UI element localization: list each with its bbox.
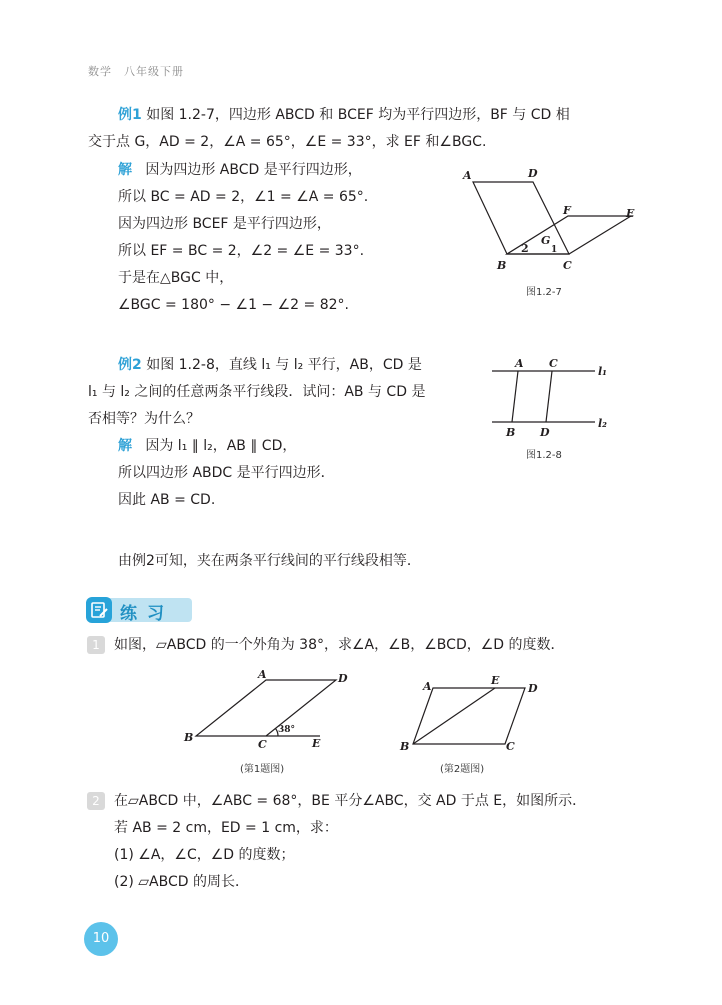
example1-statement-line1: [118, 106, 570, 124]
fig128-label-c: C: [549, 357, 558, 370]
fig128-label-l2: l₂: [598, 417, 607, 430]
fig127-label-e: E: [626, 207, 635, 220]
fig127-label-c: C: [563, 259, 572, 272]
fig128-label-d: D: [540, 426, 550, 439]
question-2-number: 2: [87, 792, 105, 810]
question-1-text: 如图，▱ABCD 的一个外角为 38°，求∠A，∠B，∠BCD，∠D 的度数．: [114, 637, 565, 653]
q2-parallelogram-abcd: [413, 688, 525, 744]
example2-text-line3: 否相等？为什么？: [88, 411, 200, 427]
example1-solution-line1: [118, 161, 362, 179]
segment-cd: [546, 371, 552, 422]
example1-solution-label: 解: [118, 162, 132, 178]
fig127-label-d: D: [528, 167, 538, 180]
figure-1-2-8: [490, 352, 615, 442]
fig127-label-b: B: [497, 259, 507, 272]
figure-1-2-7: [455, 162, 645, 287]
example1-text-line2: 交于点 G，AD = 2，∠A = 65°，∠E = 33°，求 EF 和∠BGC.: [88, 134, 487, 150]
q2-label-d: D: [528, 682, 538, 695]
example1-text-line1: 如图 1.2-7，四边形 ABCD 和 BCEF 均为平行四边形，BF 与 CD 相: [146, 107, 570, 123]
example2-solution-line1: [118, 437, 296, 455]
example2-step-1: 因为 l₁ ∥ l₂，AB ∥ CD，: [145, 438, 297, 454]
question-2-caption: (第2题图): [440, 764, 485, 775]
fig128-label-l1: l₁: [598, 365, 607, 378]
example1-step-3: 因为四边形 BCEF 是平行四边形，: [118, 216, 331, 232]
conclusion-text: 由例2可知，夹在两条平行线间的平行线段相等．: [118, 553, 421, 569]
example1-step-1: 因为四边形 ABCD 是平行四边形，: [145, 162, 362, 178]
example1-step-2: 所以 BC = AD = 2，∠1 = ∠A = 65°.: [118, 189, 369, 205]
question-1-number: 1: [87, 636, 105, 654]
question-1-figure: [180, 668, 360, 750]
example1-step-6: ∠BGC = 180° − ∠1 − ∠2 = 82°.: [118, 297, 349, 313]
q1-parallelogram-abcd: [196, 680, 336, 736]
page-number: 10: [84, 922, 118, 956]
figure-1-2-8-caption: 图1.2-8: [526, 450, 562, 461]
fig128-label-b: B: [506, 426, 516, 439]
question-2-line2: 若 AB = 2 cm，ED = 1 cm，求：: [114, 820, 338, 836]
q1-angle-label: 38°: [278, 725, 296, 735]
fig127-label-f: F: [563, 204, 571, 217]
example1-step-5: 于是在△BGC 中，: [118, 270, 234, 286]
example2-step-2: 所以四边形 ABDC 是平行四边形．: [118, 465, 335, 481]
practice-header: [86, 596, 186, 624]
q2-label-b: B: [400, 740, 410, 752]
pencil-note-icon: [86, 597, 112, 623]
q1-label-e: E: [312, 737, 321, 750]
example1-label: 例1: [118, 107, 142, 123]
question-2-figure: [395, 672, 550, 752]
example2-text-line1: 如图 1.2-8，直线 l₁ 与 l₂ 平行，AB，CD 是: [146, 357, 422, 373]
q2-label-c: C: [506, 740, 515, 752]
fig127-angle-2: 2: [521, 242, 529, 255]
example2-solution-label: 解: [118, 438, 132, 454]
example2-statement-line1: [118, 356, 422, 374]
fig127-angle-1: 1: [551, 245, 558, 255]
fig127-label-a: A: [463, 169, 472, 182]
q1-label-a: A: [258, 668, 267, 681]
example1-step-4: 所以 EF = BC = 2，∠2 = ∠E = 33°.: [118, 243, 365, 259]
example2-text-line2: l₁ 与 l₂ 之间的任意两条平行线段．试问：AB 与 CD 是: [88, 384, 426, 400]
fig127-label-g: G: [541, 234, 551, 247]
example2-label: 例2: [118, 357, 142, 373]
fig128-label-a: A: [515, 357, 524, 370]
segment-ab: [512, 371, 518, 422]
q2-label-a: A: [423, 680, 432, 693]
q1-label-b: B: [184, 731, 194, 744]
q1-label-d: D: [338, 672, 348, 685]
question-2-sub2: (2) ▱ABCD 的周长．: [114, 874, 249, 890]
figure-1-2-7-caption: 图1.2-7: [526, 287, 562, 298]
example2-step-3: 因此 AB = CD.: [118, 492, 216, 508]
q2-label-e: E: [491, 674, 500, 687]
q2-segment-be: [413, 688, 495, 744]
q1-label-c: C: [258, 738, 267, 750]
question-2-text: 在▱ABCD 中，∠ABC = 68°，BE 平分∠ABC，交 AD 于点 E，如图所示．: [114, 793, 587, 809]
practice-title: 练习: [120, 604, 174, 624]
running-header: 数学 八年级下册: [88, 65, 184, 78]
question-2-sub1: (1) ∠A，∠C，∠D 的度数；: [114, 847, 295, 863]
question-1-caption: (第1题图): [240, 764, 285, 775]
